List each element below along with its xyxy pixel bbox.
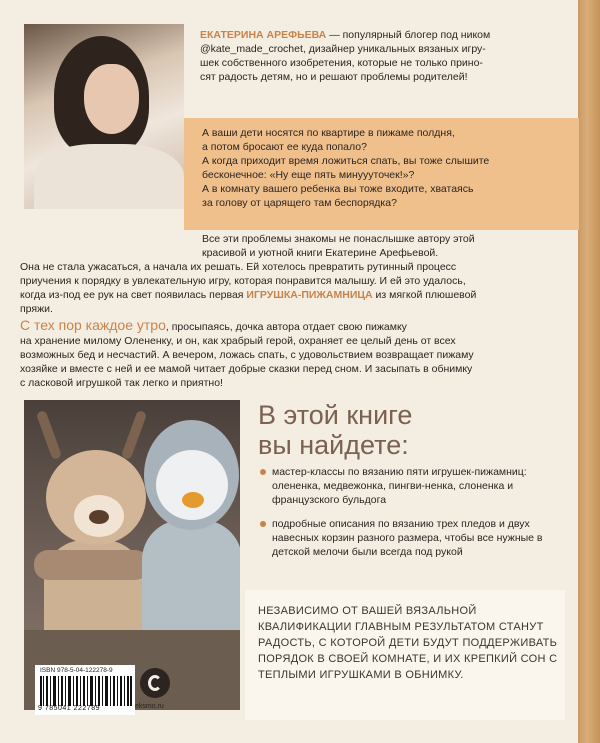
find-list [258,465,578,569]
barcode-digits: 9 785041 222789 [38,705,100,712]
bio-line: @kate_made_crochet, дизайнер уникальных вязаных игру- [200,43,486,55]
list-item-text: подробные описания по вязанию трех пледов и двух навесных корзин разного размера, чтобы все нужные в детской мелочи были всегда под рукой [272,518,543,558]
author-face [84,64,139,134]
story-line: , просыпаясь, дочка автора отдает свою пижамку [165,321,407,333]
story-line: возможных бед и несчастий. А вечером, ложась спать, с удовольствием возвращает пижаму [20,349,474,361]
story-lead: С тех пор каждое утро [20,317,166,333]
intro-paragraph [20,232,575,316]
intro-line: приучения к порядку в увлекательную игру, которая понравится малышу. И ей это удалось, [20,275,466,287]
author-photo [24,24,184,209]
story-line: с ласковой игрушкой так легко и приятно! [20,377,223,389]
intro-line: красивой и уютной книги Екатерине Арефьевой. [202,247,439,259]
bullet-icon [260,469,266,475]
question-line: бесконечное: «Ну еще пять минуууточек!»? [202,169,415,181]
story-line: на хранение милому Олененку, и он, как храбрый герой, охраняет ее целый день от всех [20,335,456,347]
question-line: за голову от царящего там беспорядка? [202,197,397,209]
find-heading-line: вы найдете: [258,430,409,460]
toy-highlight: ИГРУШКА-ПИЖАМНИЦА [246,289,373,301]
question-line: А в комнату вашего ребенка вы тоже входите, хватаясь [202,183,474,195]
question-line: а потом бросают ее куда попало? [202,141,367,153]
intro-line: пряжи. [20,303,53,315]
bio-line: — популярный блогер под ником [326,29,491,41]
question-line: А ваши дети носятся по квартире в пижаме полдня, [202,127,455,139]
list-item-text: мастер-классы по вязанию пяти игрушек-пижамниц: олененка, медвежонка, пингви-ненка, слоненка и французского бульдога [272,466,527,506]
question-line: А когда приходит время ложиться спать, вы тоже слышите [202,155,490,167]
questions-text [202,126,572,210]
deer-antler [121,410,147,460]
publisher-logo-icon [140,668,170,698]
intro-line: из мягкой плюшевой [372,289,477,301]
story-paragraph [20,318,575,390]
deer-scarf [34,550,149,580]
deer-antler [36,410,62,460]
author-name: ЕКАТЕРИНА АРЕФЬЕВА [200,29,327,41]
list-item [258,465,578,507]
isbn-label: ISBN 978-5-04-122278-9 [40,667,113,674]
intro-line: Она не стала ужасаться, а начала их решать. Ей хотелось превратить рутинный процесс [20,261,457,273]
penguin-face [156,450,228,520]
find-heading-line: В этой книге [258,400,413,430]
bullet-icon [260,521,266,527]
deer-nose [89,510,109,524]
closing-text: НЕЗАВИСИМО ОТ ВАШЕЙ ВЯЗАЛЬНОЙ КВАЛИФИКАЦИИ ГЛАВНЫМ РЕЗУЛЬТАТОМ СТАНУТ РАДОСТЬ, С КОТОРОЙ ДЕТИ БУДУТ ПОДДЕРЖИВАТЬ ПОРЯДОК В СВОЕЙ КОМНАТЕ, И ИХ КРЕПКИЙ СОН С ТЕПЛЫМИ ИГРУШКАМИ В ОБНИМКУ. [258,605,558,681]
barcode-icon [40,676,132,706]
penguin-beak [182,492,204,508]
find-heading [258,400,578,460]
publisher-site: eksmo.ru [135,703,164,710]
author-bio [200,28,590,84]
story-line: хозяйке и вместе с ней и ее мамой читает добрые сказки перед сном. И засыпать в обнимку [20,363,473,375]
author-coat [34,144,184,209]
bio-line: сят радость детям, но и решают проблемы родителей! [200,71,468,83]
toys-photo [24,400,240,710]
bio-line: шек собственного изобретения, которые не только прино- [200,57,483,69]
logo-swirl [148,675,162,691]
book-spine [578,0,600,743]
intro-line: когда из-под ее рук на свет появилась первая [20,289,247,301]
intro-line: Все эти проблемы знакомы не понаслышке автору этой [202,233,475,245]
list-item [258,517,578,559]
